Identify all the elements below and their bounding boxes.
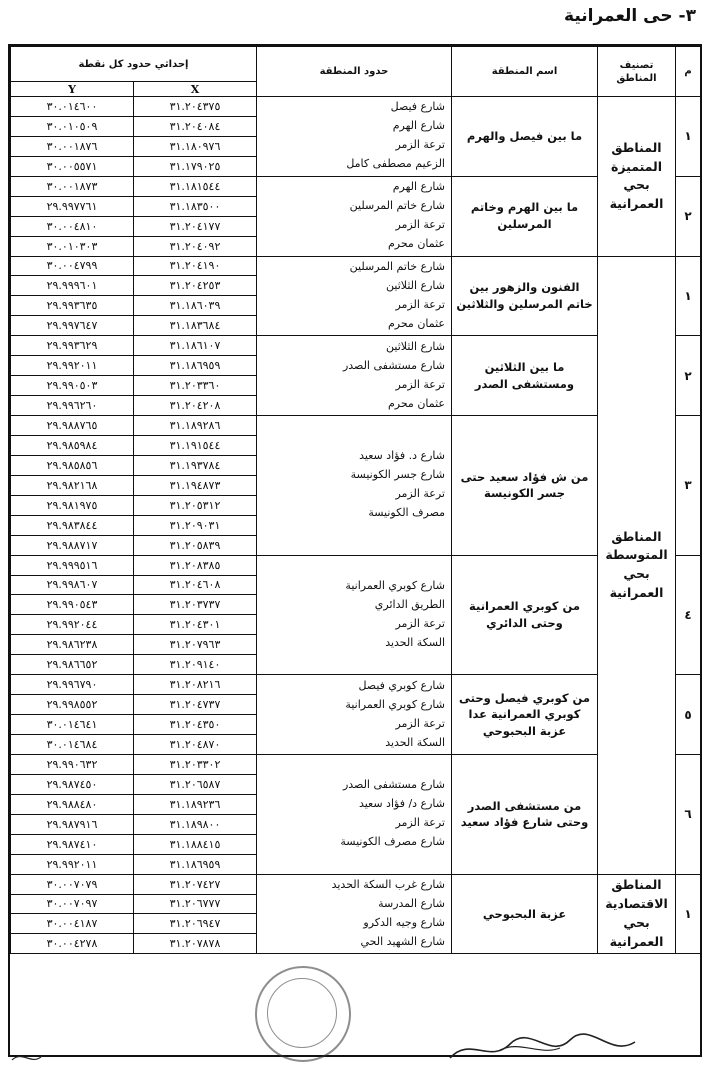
- table-row: [11, 675, 701, 695]
- boundary-line: السكة الحديد: [385, 635, 445, 649]
- coord-x-cell: ٣١.٢٠٤٣٥٠: [134, 715, 257, 735]
- boundary-line: شارع خاتم المرسلين: [349, 259, 445, 273]
- boundaries-cell: [257, 555, 452, 675]
- boundary-line: شارع د/ فؤاد سعيد: [358, 797, 445, 811]
- boundary-line: شارع المدرسة: [378, 896, 445, 910]
- table-row: [11, 97, 701, 117]
- coord-x-cell: ٣١.٢٠٣٣٦٠: [134, 376, 257, 396]
- row-number-cell: ٥: [676, 675, 701, 755]
- coord-y-cell: ٣٠.٠٠٧٠٩٧: [11, 894, 134, 914]
- coord-x-cell: ٣١.١٩١٥٤٤: [134, 435, 257, 455]
- coord-x-cell: ٣١.٢٠٤٠٨٤: [134, 116, 257, 136]
- coord-y-cell: ٣٠.٠٠٧٠٧٩: [11, 874, 134, 894]
- coord-y-cell: ٣٠.٠١٤٦٨٤: [11, 735, 134, 755]
- coord-x-cell: ٣١.١٨١٥٤٤: [134, 176, 257, 196]
- boundary-line: شارع الهرم: [392, 119, 445, 133]
- coord-x-cell: ٣١.٢٠٦٧٧٧: [134, 894, 257, 914]
- coord-y-cell: ٢٩.٩٩٨٥٥٢: [11, 695, 134, 715]
- coord-x-cell: ٣١.٢٠٤٨٧٠: [134, 735, 257, 755]
- coord-y-cell: ٣٠.٠٠٤٨١٠: [11, 216, 134, 236]
- table-row: [11, 754, 701, 774]
- boundary-line: شارع الهرم: [392, 180, 445, 194]
- area-name-cell: ما بين الثلاثين ومستشفى الصدر: [452, 336, 598, 416]
- boundaries-cell: [257, 97, 452, 177]
- coord-x-cell: ٣١.٢٠٣٣٠٢: [134, 754, 257, 774]
- coord-x-cell: ٣١.٢٠٤٢٠٨: [134, 396, 257, 416]
- coord-x-cell: ٣١.٢٠٤٢٥٣: [134, 276, 257, 296]
- area-name-cell: الفنون والزهور بين خاتم المرسلين والثلاثين: [452, 256, 598, 336]
- coord-x-cell: ٣١.٢٠٤٧٣٧: [134, 695, 257, 715]
- boundary-line: شارع كوبري العمرانية: [345, 697, 445, 711]
- boundary-line: عثمان محرم: [387, 237, 445, 251]
- boundary-line: شارع الشهيد الحي: [360, 934, 445, 948]
- coord-x-cell: ٣١.٢٠٥٣١٢: [134, 495, 257, 515]
- row-number-cell: ٣: [676, 416, 701, 556]
- area-name-cell: ما بين الهرم وخاتم المرسلين: [452, 176, 598, 256]
- coord-x-cell: ٣١.٢٠٣٧٣٧: [134, 595, 257, 615]
- row-number-cell: ٤: [676, 555, 701, 675]
- coord-x-cell: ٣١.١٨٦١٠٧: [134, 336, 257, 356]
- coord-x-cell: ٣١.٢٠٧٤٢٧: [134, 874, 257, 894]
- boundaries-header: حدود المنطقة: [257, 47, 452, 97]
- coord-x-cell: ٣١.١٨٠٩٧٦: [134, 136, 257, 156]
- classification-cell: المناطق الاقتصادية بحي العمرانية: [598, 874, 676, 954]
- coord-y-cell: ٢٩.٩٩٣٦٢٩: [11, 336, 134, 356]
- coord-y-cell: ٢٩.٩٩٠٦٣٢: [11, 754, 134, 774]
- coord-y-cell: ٣٠.٠٠٤٢٧٨: [11, 934, 134, 954]
- coord-y-cell: ٣٠.٠٠١٨٧٦: [11, 136, 134, 156]
- boundary-line: شارع مستشفى الصدر: [342, 358, 445, 372]
- boundary-line: شارع خاتم المرسلين: [349, 199, 445, 213]
- area-name-cell: عزبة البحبوحي: [452, 874, 598, 954]
- coord-x-cell: ٣١.١٨٩٢٨٦: [134, 416, 257, 436]
- boundary-line: شارع غرب السكة الحديد: [331, 878, 445, 892]
- boundary-line: شارع الثلاثين: [386, 339, 445, 353]
- boundaries-cell: [257, 336, 452, 416]
- coord-y-cell: ٢٩.٩٩٢٠١١: [11, 356, 134, 376]
- classification-cell: المناطق المتميزة بحي العمرانية: [598, 97, 676, 257]
- coord-y-cell: ٢٩.٩٨٨٤٨٠: [11, 794, 134, 814]
- coord-y-cell: ٢٩.٩٩٩٦٠١: [11, 276, 134, 296]
- coord-y-cell: ٣٠.٠١٠٣٠٣: [11, 236, 134, 256]
- boundary-line: ترعة الزمر: [395, 297, 445, 311]
- coord-x-cell: ٣١.٢٠٥٨٣٩: [134, 535, 257, 555]
- boundaries-cell: [257, 754, 452, 874]
- coord-x-cell: ٣١.١٩٤٨٧٣: [134, 475, 257, 495]
- coord-x-cell: ٣١.١٨٦٠٣٩: [134, 296, 257, 316]
- boundaries-cell: [257, 874, 452, 954]
- area-name-cell: من مستشفى الصدر وحتى شارع فؤاد سعيد: [452, 754, 598, 874]
- boundaries-cell: [257, 176, 452, 256]
- table-row: [11, 416, 701, 436]
- coord-x-cell: ٣١.٢٠٤١٧٧: [134, 216, 257, 236]
- coord-x-cell: ٣١.١٨٩٨٠٠: [134, 814, 257, 834]
- boundary-line: السكة الحديد: [385, 735, 445, 749]
- coord-x-cell: ٣١.١٧٩٠٢٥: [134, 156, 257, 176]
- table-row: [11, 336, 701, 356]
- num-header: م: [676, 47, 701, 97]
- coord-y-cell: ٢٩.٩٩٢٠٤٤: [11, 615, 134, 635]
- row-number-cell: ١: [676, 256, 701, 336]
- coord-y-cell: ٢٩.٩٨٧٤٥٠: [11, 774, 134, 794]
- area-name-cell: ما بين فيصل والهرم: [452, 97, 598, 177]
- coord-y-cell: ٢٩.٩٨٢١٦٨: [11, 475, 134, 495]
- coord-y-cell: ٢٩.٩٩٠٥٠٣: [11, 376, 134, 396]
- coord-y-cell: ٢٩.٩٨١٩٧٥: [11, 495, 134, 515]
- table-row: [11, 256, 701, 276]
- coord-x-cell: ٣١.١٨٦٩٥٩: [134, 854, 257, 874]
- coord-x-cell: ٣١.٢٠٤٠٩٢: [134, 236, 257, 256]
- boundary-line: شارع مصرف الكونيسة: [340, 835, 445, 849]
- coord-y-cell: ٢٩.٩٨٥٨٥٦: [11, 455, 134, 475]
- boundary-line: عثمان محرم: [387, 396, 445, 410]
- coord-y-cell: ٢٩.٩٨٨٧١٧: [11, 535, 134, 555]
- boundary-line: شارع وجيه الدكرو: [363, 915, 445, 929]
- boundary-line: شارع كوبري العمرانية: [345, 578, 445, 592]
- coord-x-cell: ٣١.٢٠٧٩٦٣: [134, 635, 257, 655]
- coord-y-cell: ٢٩.٩٩٣٦٣٥: [11, 296, 134, 316]
- coord-x-cell: ٣١.٢٠٩٠٣١: [134, 515, 257, 535]
- boundary-line: ترعة الزمر: [395, 716, 445, 730]
- coord-y-cell: ٢٩.٩٩٧٦٤٧: [11, 316, 134, 336]
- coord-y-cell: ٢٩.٩٨٧٤١٠: [11, 834, 134, 854]
- boundary-line: شارع فيصل: [390, 100, 445, 114]
- coord-x-cell: ٣١.٢٠٤٣٠١: [134, 615, 257, 635]
- boundary-line: شارع د. فؤاد سعيد: [359, 449, 445, 463]
- coord-x-cell: ٣١.٢٠٨٢١٦: [134, 675, 257, 695]
- coord-y-cell: ٢٩.٩٩٨٦٠٧: [11, 575, 134, 595]
- boundary-line: ترعة الزمر: [395, 816, 445, 830]
- row-number-cell: ٢: [676, 336, 701, 416]
- row-number-cell: ١: [676, 97, 701, 177]
- boundary-line: ترعة الزمر: [395, 616, 445, 630]
- boundary-line: شارع كوبري فيصل: [358, 678, 445, 692]
- row-number-cell: ٢: [676, 176, 701, 256]
- coord-y-cell: ٢٩.٩٨٣٨٤٤: [11, 515, 134, 535]
- coord-y-cell: ٢٩.٩٩٢٠١١: [11, 854, 134, 874]
- coord-y-cell: ٣٠.٠١٤٦٠٠: [11, 97, 134, 117]
- zones-table: [10, 46, 701, 954]
- coord-y-cell: ٢٩.٩٩٩٥١٦: [11, 555, 134, 575]
- boundaries-cell: [257, 256, 452, 336]
- boundaries-cell: [257, 416, 452, 556]
- coord-y-cell: ٢٩.٩٩٦٧٩٠: [11, 675, 134, 695]
- coord-y-cell: ٣٠.٠١٤٦٤١: [11, 715, 134, 735]
- x-header: X: [134, 82, 257, 97]
- coord-y-cell: ٣٠.٠٠١٨٧٣: [11, 176, 134, 196]
- coord-y-cell: ٢٩.٩٨٦٦٥٢: [11, 655, 134, 675]
- y-header: Y: [11, 82, 134, 97]
- boundaries-cell: [257, 675, 452, 755]
- table-row: [11, 874, 701, 894]
- coord-x-cell: ٣١.١٨٣٥٠٠: [134, 196, 257, 216]
- coord-y-cell: ٢٩.٩٨٨٧٦٥: [11, 416, 134, 436]
- boundary-line: مصرف الكونيسة: [368, 506, 445, 520]
- table-row: [11, 176, 701, 196]
- area-name-cell: من كوبري فيصل وحتى كوبري العمرانية عدا عزبة البحبوحي: [452, 675, 598, 755]
- area-name-cell: من كوبري العمرانية وحتى الدائري: [452, 555, 598, 675]
- zones-table-wrapper: [8, 44, 702, 1057]
- coord-y-cell: ٣٠.٠١٠٥٠٩: [11, 116, 134, 136]
- coord-y-cell: ٢٩.٩٨٥٩٨٤: [11, 435, 134, 455]
- coord-x-cell: ٣١.٢٠٦٩٤٧: [134, 914, 257, 934]
- coord-y-cell: ٣٠.٠٠٥٥٧١: [11, 156, 134, 176]
- coord-x-cell: ٣١.٢٠٧٨٧٨: [134, 934, 257, 954]
- coord-x-cell: ٣١.١٨٦٩٥٩: [134, 356, 257, 376]
- boundary-line: ترعة الزمر: [395, 138, 445, 152]
- boundary-line: شارع مستشفى الصدر: [342, 778, 445, 792]
- coord-x-cell: ٣١.١٨٩٢٣٦: [134, 794, 257, 814]
- classification-header: تصنيف المناطق: [598, 47, 676, 97]
- coord-x-cell: ٣١.٢٠٨٣٨٥: [134, 555, 257, 575]
- boundary-line: الطريق الدائري: [374, 597, 445, 611]
- boundary-line: ترعة الزمر: [395, 487, 445, 501]
- classification-cell: المناطق المتوسطة بحي العمرانية: [598, 256, 676, 874]
- boundary-line: ترعة الزمر: [395, 377, 445, 391]
- coord-y-cell: ٢٩.٩٩٦٢٦٠: [11, 396, 134, 416]
- zones-table-body: [11, 97, 701, 954]
- row-number-cell: ٦: [676, 754, 701, 874]
- area-name-header: اسم المنطقة: [452, 47, 598, 97]
- boundary-line: ترعة الزمر: [395, 218, 445, 232]
- coord-x-cell: ٣١.٢٠٤٦٠٨: [134, 575, 257, 595]
- area-name-cell: من ش فؤاد سعيد حتى جسر الكونيسة: [452, 416, 598, 556]
- coord-y-cell: ٣٠.٠٠٤١٨٧: [11, 914, 134, 934]
- coord-x-cell: ٣١.١٩٣٧٨٤: [134, 455, 257, 475]
- coord-x-cell: ٣١.١٨٨٤١٥: [134, 834, 257, 854]
- boundary-line: عثمان محرم: [387, 316, 445, 330]
- coord-x-cell: ٣١.١٨٣٦٨٤: [134, 316, 257, 336]
- coord-x-cell: ٣١.٢٠٤١٩٠: [134, 256, 257, 276]
- table-row: [11, 555, 701, 575]
- coord-x-cell: ٣١.٢٠٦٥٨٧: [134, 774, 257, 794]
- coord-y-cell: ٢٩.٩٨٧٩١٦: [11, 814, 134, 834]
- coord-y-cell: ٣٠.٠٠٤٧٩٩: [11, 256, 134, 276]
- boundary-line: شارع جسر الكونيسة: [350, 468, 445, 482]
- coord-x-cell: ٣١.٢٠٤٣٧٥: [134, 97, 257, 117]
- coords-header: إحداثي حدود كل نقطة: [11, 47, 257, 82]
- boundary-line: شارع الثلاثين: [386, 278, 445, 292]
- row-number-cell: ١: [676, 874, 701, 954]
- boundary-line: الزعيم مصطفى كامل: [346, 157, 445, 171]
- coord-y-cell: ٢٩.٩٨٦٢٣٨: [11, 635, 134, 655]
- coord-x-cell: ٣١.٢٠٩١٤٠: [134, 655, 257, 675]
- coord-y-cell: ٢٩.٩٩٠٥٤٣: [11, 595, 134, 615]
- page-title: ٣- حى العمرانية: [564, 6, 696, 26]
- coord-y-cell: ٢٩.٩٩٧٧٦١: [11, 196, 134, 216]
